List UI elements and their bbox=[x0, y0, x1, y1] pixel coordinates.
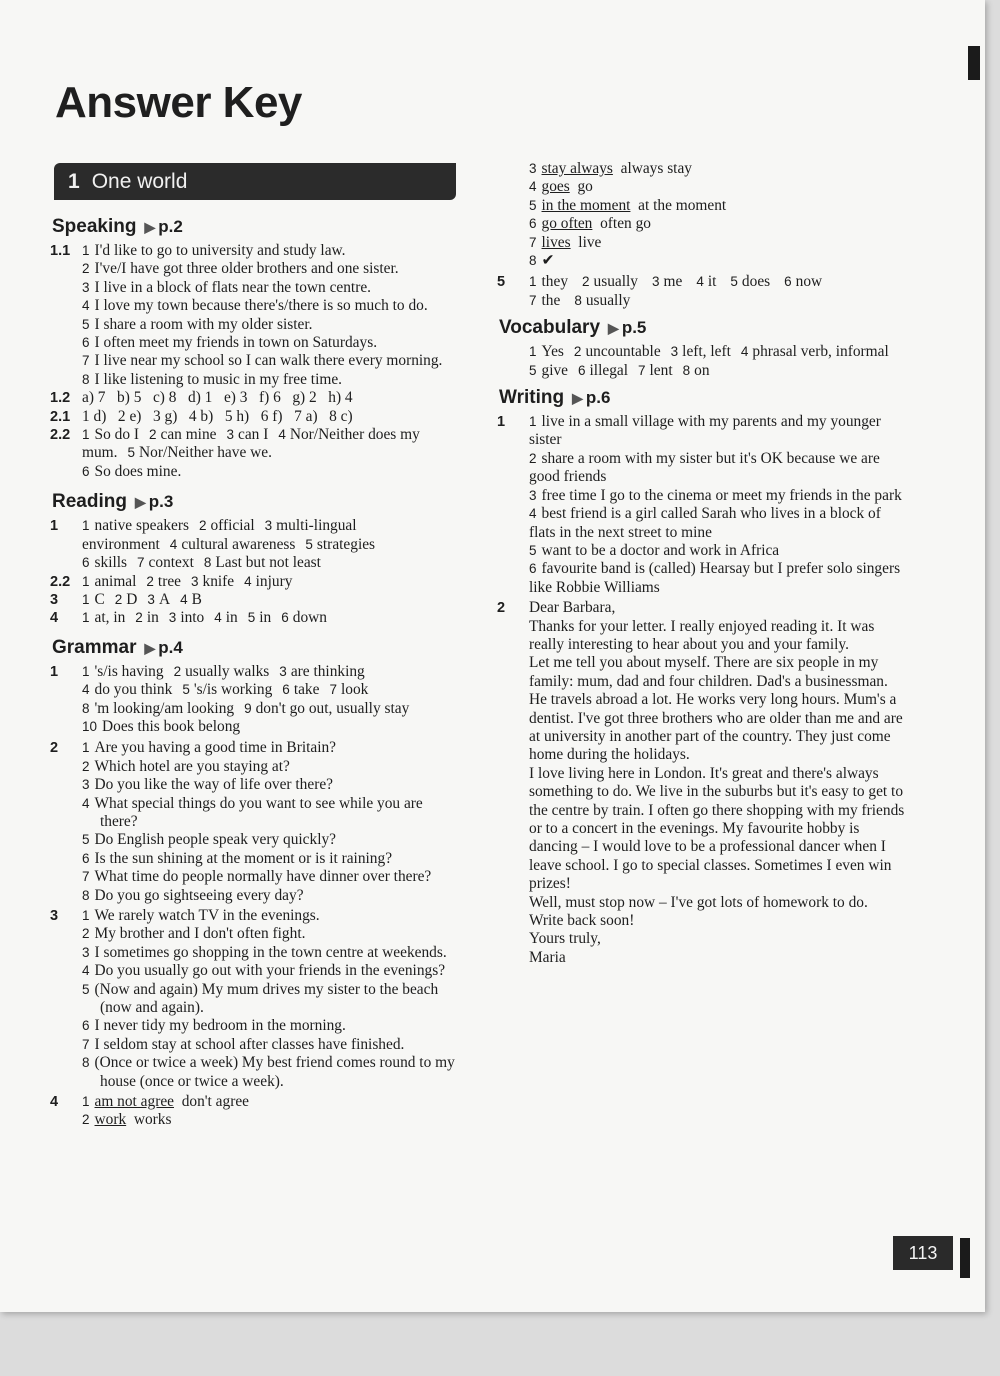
list-item: 6 go often often go bbox=[529, 215, 651, 233]
list-item: 1 C 2 D 3 A 4 B bbox=[82, 590, 202, 608]
exercise-vocabulary bbox=[497, 343, 907, 380]
letter-signature: Maria bbox=[529, 948, 566, 966]
list-item: 2 My brother and I don't often fight. bbox=[82, 925, 306, 943]
list-item: 4 do you think 5 's/is working 6 take 7 look bbox=[82, 681, 369, 699]
list-item: 8 (Once or twice a week) My best friend comes round to my house (once or twice a week). bbox=[82, 1054, 455, 1090]
letter-paragraph: Well, must stop now – I've got lots of homework to do. bbox=[529, 893, 868, 911]
unit-name: One world bbox=[91, 169, 188, 193]
right-column bbox=[497, 160, 907, 967]
unit-number: 1 bbox=[68, 169, 80, 193]
exercise-writing-1: 1 1 live in a small village with my parents and my younger sister 2 share a room with my sister but it's OK because we are good friends 3 free time I go to the cinema or meet my friends in the park 4 best friend is a girl called Sarah who lives in a block of flats in the next street to mine 5 want to be a doctor and work in Africa 6 favourite band is (called) Hearsay but I prefer solo singers like Robbie Williams bbox=[497, 413, 907, 597]
letter-paragraph: Write back soon! bbox=[529, 912, 635, 930]
exercise-writing-2: 2 Dear Barbara, Thanks for your letter. I really enjoyed reading it. It was really interesting to hear about you and your family. Let me tell you about myself. There are six people in my family: mum, dad and four children. Dad's a businessman. He travels abroad a lot. He works very long hours. Mum's a dentist. I've got three brothers who are older than me and are at university in another part of the country. They just come home during the holidays. I love living here in London. It's great and there's always something to do. We live in the suburbs but it's easy to get to the centre by train. I often go there shopping with my friends or to a concert in the evenings. My favourite hobby is dancing – I would love to be a professional dancer when I leave school. I go to special classes. Sometimes I even win prizes! Well, must stop now – I've got lots of homework to do. Write back soon! Yours truly, Maria bbox=[497, 599, 907, 967]
list-item: 5 in the moment at the moment bbox=[529, 196, 727, 214]
list-item: 7 I live near my school so I can walk there every morning. bbox=[82, 352, 443, 370]
list-item: 4 Do you usually go out with your friends in the evenings? bbox=[82, 962, 446, 980]
play-arrow-icon: ▶ bbox=[608, 320, 619, 337]
list-item: 4 I love my town because there's/there is so much to do. bbox=[82, 297, 428, 315]
list-item: 3 stay always always stay bbox=[529, 160, 692, 177]
list-item: 6 favourite band is (called) Hearsay but I prefer solo singers like Robbie Williams bbox=[529, 560, 901, 596]
letter-paragraph: Let me tell you about myself. There are six people in my family: mum, dad and four children. Dad's a businessman. He travels abroad a lot. He works very long hours. Mum's a dentist. I've got three brothers who are older than me and are at university in another part of the country. They just come home during the holidays. bbox=[529, 654, 903, 764]
list-item: 2 share a room with my sister but it's OK because we are good friends bbox=[529, 449, 880, 486]
exercise-1-1: 1.1 1 I'd like to go to university and study law. 2 I've/I have got three older brothers and one sister. 3 I live in a block of flats near the town centre. 4 I love my town because there's/there is so much to do. 5 I share a room with my older sister. 6 I often meet my friends in town on Saturdays. 7 I live near my school so I can walk there every morning. 8 I like listening to music in my free time. bbox=[50, 242, 460, 389]
list-item: 1 Yes 2 uncountable 3 left, left 4 phrasal verb, informal bbox=[529, 343, 889, 361]
list-item: 1 live in a small village with my parents and my younger sister bbox=[529, 413, 881, 449]
section-heading-vocabulary: Vocabulary ▶ p.5 bbox=[499, 317, 647, 339]
list-item: 1 am not agree don't agree bbox=[82, 1093, 249, 1111]
list-item: 4 best friend is a girl called Sarah who lives in a block of flats in the next street to mine bbox=[529, 505, 881, 541]
list-item: 4 goes go bbox=[529, 178, 593, 196]
list-item: 7 the 8 usually bbox=[529, 291, 631, 309]
exercise-grammar-2: 2 1 Are you having a good time in Britain? 2 Which hotel are you staying at? 3 Do you like the way of life over there? 4 What special things do you want to see while you are there? 5 Do English people speak very quickly? 6 Is the sun shining at the moment or is it raining? 7 What time do people normally have dinner over there? 8 Do you go sightseeing every day? bbox=[50, 739, 460, 905]
exercise-grammar-4: 4 1 am not agree don't agree 2 work works bbox=[50, 1093, 460, 1130]
list-item: 8 'm looking/am looking 9 don't go out, usually stay bbox=[82, 699, 410, 717]
letter-signoff: Yours truly, bbox=[529, 930, 601, 948]
exercise-grammar-1: 1 1 's/is having 2 usually walks 3 are thinking 4 do you think 5 's/is working 6 take 7 look 8 'm looking/am looking 9 don't go out, usually stay 10 Does this book belong bbox=[50, 663, 460, 737]
play-arrow-icon: ▶ bbox=[134, 494, 146, 511]
list-item: 10 Does this book belong bbox=[82, 717, 241, 735]
list-item: 2 I've/I have got three older brothers and one sister. bbox=[82, 260, 399, 278]
list-item: 3 I sometimes go shopping in the town centre at weekends. bbox=[82, 943, 447, 961]
list-item: 8 I like listening to music in my free time. bbox=[82, 370, 342, 388]
exercise-grammar-3: 3 1 We rarely watch TV in the evenings. 2 My brother and I don't often fight. 3 I sometimes go shopping in the town centre at weekends. 4 Do you usually go out with your friends in the evenings? 5 (Now and again) My mum drives my sister to the beach (now and again). 6 I never tidy my bedroom in the morning. 7 I seldom stay at school after classes have finished. 8 (Once or twice a week) My best friend comes round to my house (once or twice a week). bbox=[50, 907, 460, 1091]
section-heading-writing: Writing ▶ p.6 bbox=[499, 387, 611, 409]
check-mark-icon: ✔ bbox=[541, 252, 555, 270]
list-item: 6 Is the sun shining at the moment or is it raining? bbox=[82, 849, 393, 867]
play-arrow-icon: ▶ bbox=[144, 219, 156, 235]
list-item: 1 at, in 2 in 3 into 4 in 5 in 6 down bbox=[82, 609, 327, 627]
list-item: 1 's/is having 2 usually walks 3 are thinking bbox=[82, 662, 365, 680]
list-item: 2 work works bbox=[82, 1111, 172, 1129]
exercise-reading-2-2: 2.2 1 animal 2 tree 3 knife 4 injury bbox=[50, 573, 460, 591]
exercise-2-1: 2.1 1 d) 2 e) 3 g) 4 b) 5 h) 6 f) 7 a) 8 c) bbox=[50, 408, 460, 426]
list-item: 5 want to be a doctor and work in Africa bbox=[529, 541, 780, 559]
left-column bbox=[50, 210, 460, 1130]
exercise-grammar-4-continued bbox=[497, 160, 907, 270]
letter-paragraph: Thanks for your letter. I really enjoyed reading it. It was really interesting to hear about you and your family. bbox=[529, 617, 875, 653]
list-item: 1 We rarely watch TV in the evenings. bbox=[82, 907, 320, 924]
exercise-grammar-5: 5 1 they 2 usually 3 me 4 it 5 does 6 now 7 the 8 usually bbox=[497, 273, 907, 310]
letter-paragraph: I love living here in London. It's great and there's always something to do. We live in the suburbs but it's easy to get to the centre by train. I often go there shopping with my friends or to a concert in the evenings. My favourite hobby is dancing – I would love to be a professional dancer when I leave school. I go to special classes. Sometimes I even win prizes! bbox=[529, 764, 905, 893]
list-item: 1 they 2 usually 3 me 4 it 5 does 6 now bbox=[529, 273, 823, 291]
section-heading-reading: Reading ▶ p.3 bbox=[52, 491, 174, 513]
list-item: 8 Do you go sightseeing every day? bbox=[82, 886, 304, 904]
list-item: 1 d) 2 e) 3 g) 4 b) 5 h) 6 f) 7 a) 8 c) bbox=[82, 407, 353, 425]
list-item: 6 So does mine. bbox=[82, 462, 182, 480]
exercise-2-2: 2.2 1 So do I 2 can mine 3 can I 4 Nor/Neither does my mum. 5 Nor/Neither have we. 6 So does mine. bbox=[50, 426, 460, 481]
page-number: 113 bbox=[893, 1236, 953, 1270]
section-heading-speaking: Speaking ▶ p.2 bbox=[52, 216, 183, 237]
list-item: 6 I never tidy my bedroom in the morning. bbox=[82, 1017, 346, 1035]
list-item: 1 So do I 2 can mine 3 can I 4 Nor/Neither does my mum. 5 Nor/Neither have we. bbox=[82, 426, 420, 462]
play-arrow-icon: ▶ bbox=[144, 639, 156, 656]
page-title: Answer Key bbox=[55, 78, 302, 127]
exercise-reading-4: 4 1 at, in 2 in 3 into 4 in 5 in 6 down bbox=[50, 609, 460, 627]
exercise-reading-3: 3 1 C 2 D 3 A 4 B bbox=[50, 591, 460, 609]
list-item: 4 What special things do you want to see while you are there? bbox=[82, 794, 423, 830]
exercise-1-2: 1.2 a) 7 b) 5 c) 8 d) 1 e) 3 f) 6 g) 2 h) 4 bbox=[50, 389, 460, 407]
list-item: 3 free time I go to the cinema or meet my friends in the park bbox=[529, 486, 902, 504]
list-item: 8 ✔ bbox=[529, 252, 555, 270]
list-item: 1 Are you having a good time in Britain? bbox=[82, 739, 337, 757]
list-item: 5 I share a room with my older sister. bbox=[82, 315, 313, 333]
section-heading-grammar: Grammar ▶ p.4 bbox=[52, 636, 183, 658]
list-item: 2 Which hotel are you staying at? bbox=[82, 757, 290, 775]
list-item: 7 I seldom stay at school after classes have finished. bbox=[82, 1035, 405, 1053]
list-item: 6 skills 7 context 8 Last but not least bbox=[82, 554, 321, 572]
list-item: 5 Do English people speak very quickly? bbox=[82, 831, 337, 849]
list-item: 6 I often meet my friends in town on Saturdays. bbox=[82, 334, 378, 352]
play-arrow-icon: ▶ bbox=[572, 390, 583, 407]
list-item: 5 give 6 illegal 7 lent 8 on bbox=[529, 361, 710, 379]
list-item: 1 I'd like to go to university and study law. bbox=[82, 242, 346, 259]
list-item: 1 animal 2 tree 3 knife 4 injury bbox=[82, 572, 293, 590]
edge-thumb-mark bbox=[968, 46, 980, 80]
exercise-reading-1: 1 1 native speakers 2 official 3 multi-lingual environment 4 cultural awareness 5 strategies 6 skills 7 context 8 Last but not least bbox=[50, 517, 460, 572]
list-item: 3 Do you like the way of life over there? bbox=[82, 776, 333, 794]
list-item: 7 lives live bbox=[529, 233, 602, 251]
list-item: 3 I live in a block of flats near the town centre. bbox=[82, 278, 372, 296]
list-item: 7 What time do people normally have dinner over there? bbox=[82, 868, 432, 886]
list-item: a) 7 b) 5 c) 8 d) 1 e) 3 f) 6 g) 2 h) 4 bbox=[82, 389, 353, 407]
list-item: 5 (Now and again) My mum drives my sister to the beach (now and again). bbox=[82, 980, 439, 1017]
unit-banner bbox=[54, 163, 456, 200]
letter-greeting: Dear Barbara, bbox=[529, 599, 616, 617]
list-item: 1 native speakers 2 official 3 multi-lingual environment 4 cultural awareness 5 strategies bbox=[82, 517, 376, 553]
edge-thumb-mark bbox=[960, 1238, 970, 1278]
